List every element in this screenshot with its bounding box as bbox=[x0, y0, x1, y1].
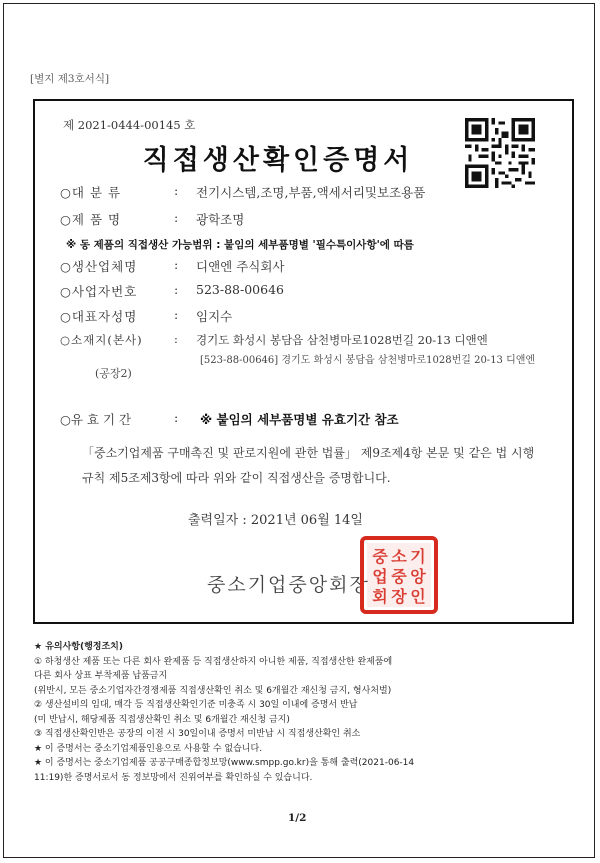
notice-line: 11:19)한 증명서로서 동 정보망에서 진위여부를 확인하실 수 있습니다. bbox=[34, 772, 313, 783]
notice-line: (위반시, 모든 중소기업자간경쟁제품 직접생산확인 취소 및 6개월간 재신청 금지, 형사처벌) bbox=[34, 685, 392, 696]
validity-value: ※ 붙임의 세부품명별 유효기간 참조 bbox=[200, 412, 399, 427]
issuer-name: 중소기업중앙회장 bbox=[207, 574, 370, 596]
field-category-value: 전기시스템,조명,부품,액세서리및보조용품 bbox=[196, 185, 426, 200]
notice-line: ② 생산설비의 임대, 매각 등 직접생산확인기준 미충족 시 30일 이내에 증명서 반납 bbox=[34, 700, 358, 710]
field-product-name-label: ○제 품 명 bbox=[60, 212, 122, 227]
svg-text:회: 회 bbox=[372, 587, 388, 606]
field-representative-label: ○대표자성명 bbox=[60, 309, 138, 324]
field-category-label: ○대 분 류 bbox=[60, 185, 122, 200]
field-company-name-value: 디앤엔 주식회사 bbox=[196, 259, 285, 274]
notice-section bbox=[34, 640, 574, 785]
svg-text:중: 중 bbox=[391, 567, 407, 586]
field-business-number-label: ○사업자번호 bbox=[60, 284, 138, 299]
field-address-label: ○소재지(본사) bbox=[60, 333, 143, 347]
svg-text:중: 중 bbox=[372, 547, 388, 566]
notice-line: ★ 이 증명서는 중소기업제품 공공구매종합정보망(www.smpp.go.kr)을 통해 출력(2021-06-14 bbox=[34, 758, 415, 768]
form-label: [별지 제3호서식] bbox=[30, 73, 110, 85]
field-business-number-value: 523-88-00646 bbox=[196, 282, 284, 297]
svg-text:소: 소 bbox=[391, 547, 407, 566]
notice-line: (미 반납시, 해당제품 직접생산확인 취소 및 6개월간 재신청 금지) bbox=[34, 714, 290, 725]
field-company-name-label: ○생산업체명 bbox=[60, 259, 138, 274]
document-title: 직접생산확인증명서 bbox=[142, 145, 414, 176]
factory-address: [523-88-00646] 경기도 화성시 봉담읍 삼천병마로1028번길 20-13 디앤엔 bbox=[200, 355, 536, 366]
validity-label: ○유 효 기 간 bbox=[60, 412, 132, 427]
svg-text:인: 인 bbox=[410, 587, 426, 606]
production-scope-note: ※ 동 제품의 직접생산 가능범위 : 붙임의 세부품명별 '필수특이사항'에 따름 bbox=[66, 239, 414, 251]
notice-line: ③ 직접생산확인반은 공장의 이전 시 30일이내 증명서 미반납 시 직접생산확인 취소 bbox=[34, 729, 361, 739]
field-representative-value: 임지수 bbox=[196, 309, 233, 324]
field-address-value: 경기도 화성시 봉담읍 삼천병마로1028번길 20-13 디앤엔 bbox=[196, 333, 488, 347]
svg-text:장: 장 bbox=[391, 587, 407, 606]
factory-label: (공장2) bbox=[95, 367, 132, 380]
notice-line: 다른 회사 상표 부착제품 납품금지 bbox=[34, 671, 168, 681]
issue-date: 출력일자 : 2021년 06월 14일 bbox=[188, 513, 363, 528]
notice-line: ★ 유의사항(행정조치) bbox=[34, 642, 123, 652]
svg-text:기: 기 bbox=[410, 547, 426, 566]
svg-text:업: 업 bbox=[372, 567, 388, 586]
svg-text:앙: 앙 bbox=[410, 567, 426, 586]
official-seal bbox=[360, 536, 438, 614]
certification-statement: 「중소기업제품 구매촉진 및 판로지원에 관한 법률」 제9조제4항 본문 및 같은 법 시행규칙 제5조제3항에 따라 위와 같이 직접생산을 증명합니다. bbox=[82, 446, 535, 485]
notice-line: ★ 이 증명서는 중소기업제품인용으로 사용할 수 없습니다. bbox=[34, 743, 263, 754]
page-number: 1/2 bbox=[288, 812, 307, 824]
field-product-name-value: 광학조명 bbox=[196, 212, 245, 227]
qr-code-icon bbox=[465, 118, 535, 188]
notice-line: ① 하청생산 제품 또는 다른 회사 완제품 등 직접생산하지 아니한 제품, 직접생산한 완제품에 bbox=[34, 656, 393, 667]
certificate-number: 제 2021-0444-00145 호 bbox=[63, 118, 196, 132]
